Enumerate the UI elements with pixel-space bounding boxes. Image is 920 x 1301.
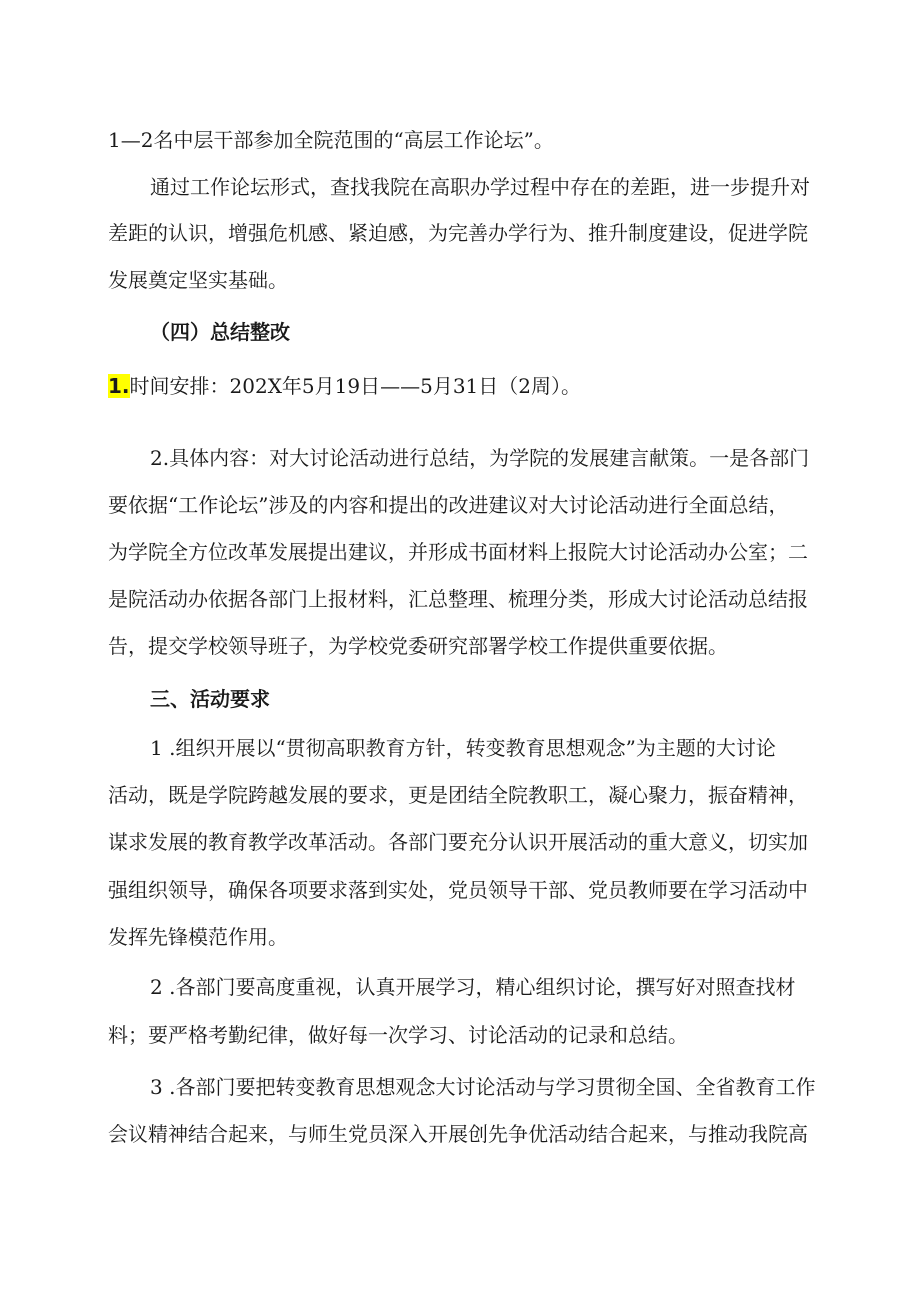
schedule-line [108, 372, 581, 400]
paragraph-line: 料；要严格考勤纪律，做好每一次学习、讨论活动的记录和总结。 [108, 1023, 688, 1047]
paragraph-line: 发挥先锋模范作用。 [108, 925, 288, 949]
section-heading: 三、活动要求 [150, 687, 270, 711]
paragraph-line: 差距的认识，增强危机感、紧迫感，为完善办学行为、推升制度建设，促进学院 [108, 221, 808, 245]
paragraph-line: 要依据“工作论坛”涉及的内容和提出的改进建议对大讨论活动进行全面总结， [108, 493, 789, 517]
paragraph-line: 谋求发展的教育教学改革活动。各部门要充分认识开展活动的重大意义，切实加 [108, 830, 808, 854]
paragraph-line: 强组织领导，确保各项要求落到实处，党员领导干部、党员教师要在学习活动中 [108, 878, 808, 902]
paragraph-line: 告，提交学校领导班子，为学校党委研究部署学校工作提供重要依据。 [108, 634, 728, 658]
paragraph-line: 1—2名中层干部参加全院范围的“高层工作论坛”。 [108, 128, 554, 152]
paragraph-line: 活动，既是学院跨越发展的要求，更是团结全院教职工，凝心聚力，振奋精神， [108, 783, 808, 807]
highlighted-number: 1. [108, 374, 130, 398]
paragraph-line: 2.具体内容：对大讨论活动进行总结，为学院的发展建言献策。一是各部门 [150, 446, 810, 470]
paragraph-line: 为学院全方位改革发展提出建议，并形成书面材料上报院大讨论活动办公室；二 [108, 540, 808, 564]
paragraph-line: 是院活动办依据各部门上报材料，汇总整理、梳理分类，形成大讨论活动总结报 [108, 587, 808, 611]
schedule-text: 时间安排：202X年5月19日——5月31日（2周）。 [129, 374, 581, 398]
paragraph-line: 会议精神结合起来，与师生党员深入开展创先争优活动结合起来，与推动我院高 [108, 1122, 808, 1146]
paragraph-line: 通过工作论坛形式，查找我院在高职办学过程中存在的差距，进一步提升对 [150, 175, 810, 199]
paragraph-line: 2 .各部门要高度重视，认真开展学习，精心组织讨论，撰写好对照查找材 [150, 975, 796, 999]
section-heading: （四）总结整改 [150, 320, 290, 344]
paragraph-line: 3 .各部门要把转变教育思想观念大讨论活动与学习贯彻全国、全省教育工作 [150, 1075, 816, 1099]
paragraph-line: 1 .组织开展以“贯彻高职教育方针，转变教育思想观念”为主题的大讨论 [150, 736, 776, 760]
paragraph-line: 发展奠定坚实基础。 [108, 268, 288, 292]
